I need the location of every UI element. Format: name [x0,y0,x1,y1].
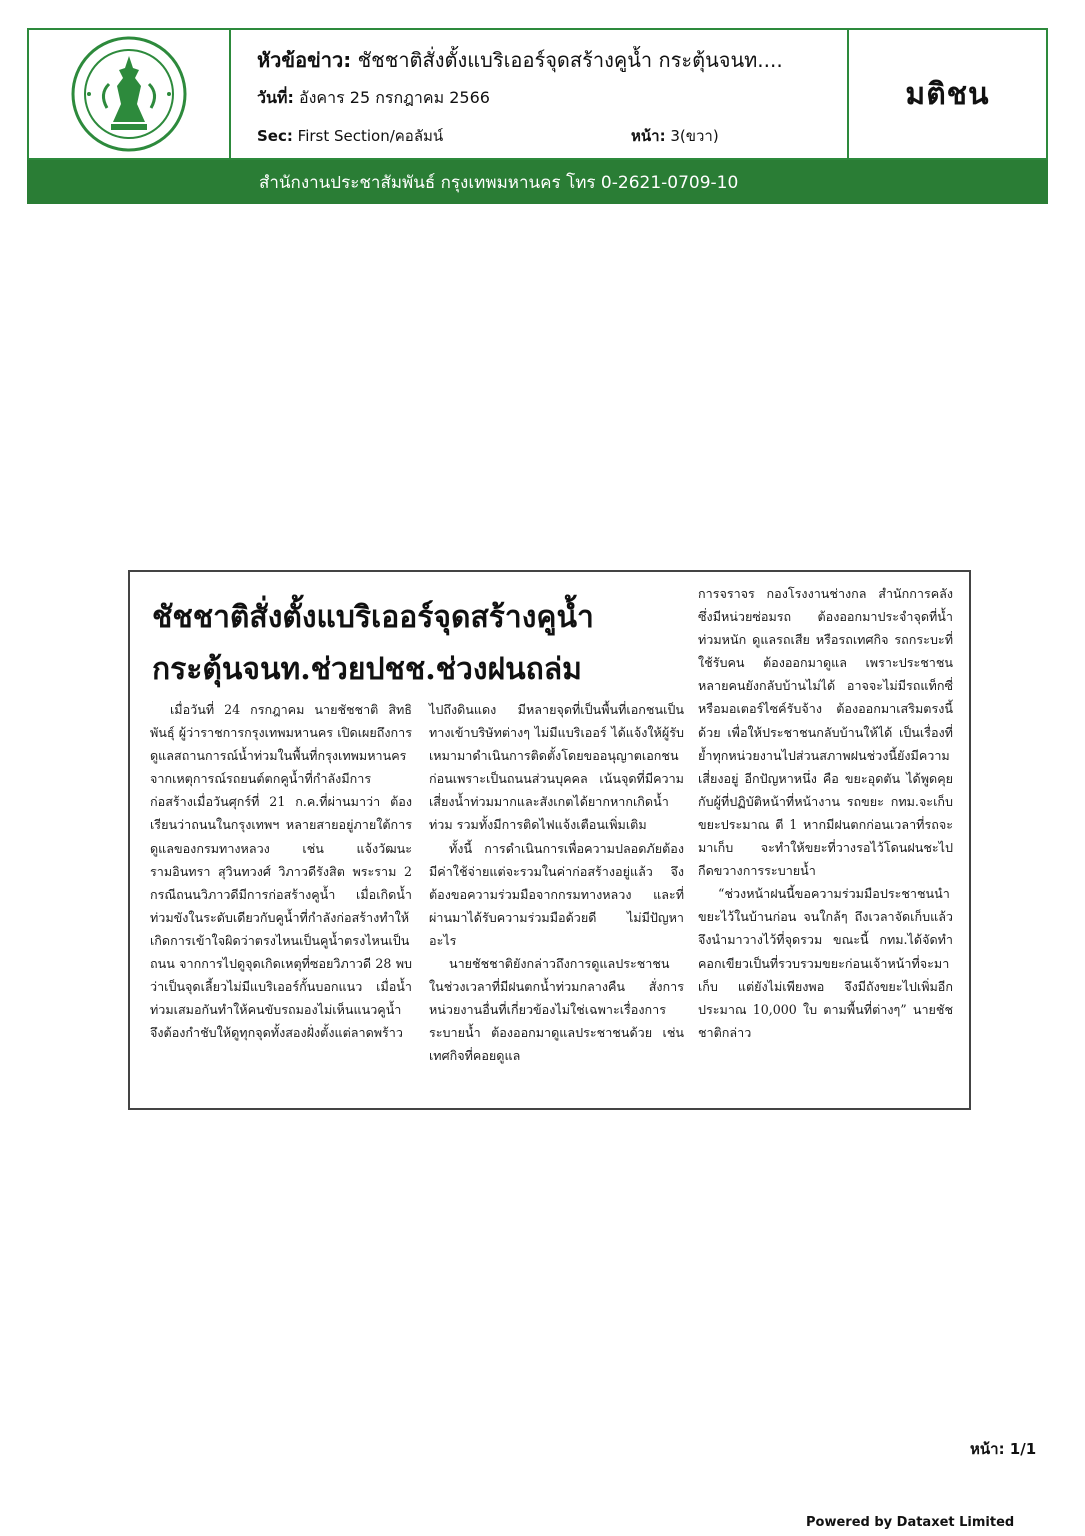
headline-label: หัวข้อข่าว: [257,48,352,72]
article-column-2 [429,698,684,1068]
page-row [631,124,719,148]
article-title [152,592,702,696]
article-paragraph: ไปถึงดินแดง มีหลายจุดที่เป็นพื้นที่เอกชนเป็นทางเข้าบริษัทต่างๆ ไม่มีแบริเออร์ ได้แจ้งให้ผู้รับเหมามาดำเนินการติดตั้งโดยขออนุญาตเอกชนก่อนเพราะเป็นถนนส่วนบุคคล เน้นจุดที่มีความเสี่ยงน้ำท่วมมากและสังเกตได้ยากหากเกิดน้ำท่วม รวมทั้งมีการติดไฟแจ้งเตือนเพิ่มเติม [429,702,684,833]
headline-row [257,44,783,76]
article-paragraph: นายชัชชาติยังกล่าวถึงการดูแลประชาชนในช่วงเวลาที่มีฝนตกน้ำท่วมกลางคืน สั่งการหน่วยงานอื่นที่เกี่ยวข้องไม่ใช่เฉพาะเรื่องการระบายน้ำ ต้องออกมาดูแลประชาชนด้วย เช่น เทศกิจที่คอยดูแล [429,956,684,1064]
article-column-1 [150,698,412,1044]
headline-text: ชัชชาติสั่งตั้งแบริเออร์จุดสร้างคูน้ำ กระตุ้นจนท.... [357,48,783,72]
article-column-3 [698,582,953,1044]
article-paragraph: ทั้งนี้ การดำเนินการเพื่อความปลอดภัยต้องมีค่าใช้จ่ายแต่จะรวมในค่าก่อสร้างอยู่แล้ว จึงต้องขอความร่วมมือจากกรมทางหลวง และที่ผ่านมาได้รับความร่วมมือด้วยดี ไม่มีปัญหาอะไร [429,840,684,948]
info-cell [231,30,849,158]
section-text: First Section/คอลัมน์ [297,127,444,145]
clipping-header [27,28,1048,160]
powered-by: Powered by Dataxet Limited [806,1515,1015,1530]
date-row [257,86,490,111]
article-paragraph: “ช่วงหน้าฝนนี้ขอความร่วมมือประชาชนนำขยะไว้ในบ้านก่อน จนใกล้ๆ ถึงเวลาจัดเก็บแล้วจึงนำมาวางไว้ที่จุดรวม ขณะนี้ กทม.ได้จัดทำคอกเขียวเป็นที่รวบรวมขยะก่อนเจ้าหน้าที่จะมาเก็บ แต่ยังไม่เพียงพอ จึงมีถังขยะไปเพิ่มอีกประมาณ 10,000 ใบ ตามพื้นที่ต่างๆ” นายชัชชาติกล่าว [698,886,953,1040]
office-contact-bar [27,160,1048,204]
section-label: Sec: [257,127,293,145]
page-count: หน้า: 1/1 [970,1440,1037,1458]
logo-cell [29,30,231,158]
article-title-line1: ชัชชาติสั่งตั้งแบริเออร์จุดสร้างคูน้ำ [152,600,594,635]
page-text: 3(ขวา) [670,127,719,145]
article-paragraph: เมื่อวันที่ 24 กรกฎาคม นายชัชชาติ สิทธิพันธุ์ ผู้ว่าราชการกรุงเทพมหานคร เปิดเผยถึงการดูแลสถานการณ์น้ำท่วมในพื้นที่กรุงเทพมหานคร จากเหตุการณ์รถยนต์ตกคูน้ำที่กำลังมีการก่อสร้างเมื่อวันศุกร์ที่ 21 ก.ค.ที่ผ่านมาว่า ต้องเรียนว่าถนนในกรุงเทพฯ หลายสายอยู่ภายใต้การดูแลของกรมทางหลวง เช่น แจ้งวัฒนะ รามอินทรา สุวินทวงศ์ วิภาวดีรังสิต พระราม 2 กรณีถนนวิภาวดีมีการก่อสร้างคูน้ำ เมื่อเกิดน้ำท่วมขังในระดับเดียวกับคูน้ำที่กำลังก่อสร้างทำให้เกิดการเข้าใจผิดว่าตรงไหนเป็นคูน้ำตรงไหนเป็นถนน จากการไปดูจุดเกิดเหตุที่ซอยวิภาวดี 28 พบว่าเป็นจุดเลี้ยวไม่มีแบริเออร์กั้นบอกแนว เมื่อน้ำท่วมเสมอกันทำให้คนขับรถมองไม่เห็นแนวคูน้ำ จึงต้องกำชับให้ดูทุกจุดทั้งสองฝั่งตั้งแต่ลาดพร้าว [150,702,412,1041]
date-text: อังคาร 25 กรกฎาคม 2566 [298,88,490,107]
section-row [257,124,443,148]
publisher-cell [849,30,1046,158]
news-clipping [128,570,971,1110]
publisher-logo: มติชน [905,76,990,112]
date-label: วันที่: [257,88,294,107]
article-title-line2: กระตุ้นจนท.ช่วยปชช.ช่วงฝนถล่ม [152,652,582,687]
bangkok-emblem-icon [69,34,189,154]
page-label: หน้า: [631,127,666,145]
article-paragraph: การจราจร กองโรงงานช่างกล สำนักการคลัง ซึ่งมีหน่วยซ่อมรถ ต้องออกมาประจำจุดที่น้ำท่วมหนัก ดูแลรถเสีย หรือรถเทศกิจ รถกระบะที่ใช้รับคน ต้องออกมาดูแล เพราะประชาชนหลายคนยังกลับบ้านไม่ได้ อาจจะไม่มีรถแท็กซี่หรือมอเตอร์ไซค์รับจ้าง ต้องออกมาเสริมตรงนี้ด้วย เพื่อให้ประชาชนกลับบ้านให้ได้ เป็นเรื่องที่ย้ำทุกหน่วยงานไปส่วนสภาพฝนช่วงนี้ยังมีความเสี่ยงอยู่ อีกปัญหาหนึ่ง คือ ขยะอุดตัน ได้พูดคุยกับผู้ที่ปฏิบัติหน้าที่หน้างาน รถขยะ กทม.จะเก็บขยะประมาณ ตี 1 หากมีฝนตกก่อนเวลาที่รถจะมาเก็บ จะทำให้ขยะที่วางรอไว้โดนฝนชะไปกีดขวางการระบายน้ำ [698,586,953,879]
office-contact-text: สำนักงานประชาสัมพันธ์ กรุงเทพมหานคร โทร 0-2621-0709-10 [259,172,739,193]
